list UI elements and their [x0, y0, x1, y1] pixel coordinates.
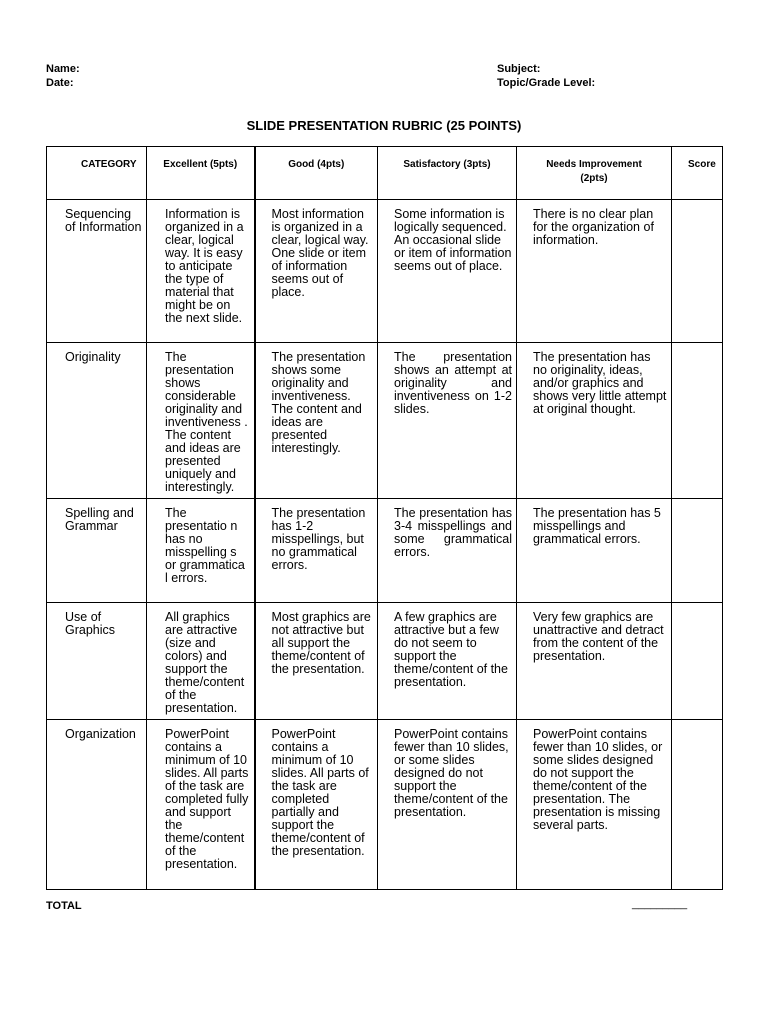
excellent-cell: PowerPoint contains a minimum of 10 slides. All parts of the task are completed fully and support the theme/content of the presentation.: [147, 720, 255, 890]
table-row: [47, 343, 723, 499]
page-title: SLIDE PRESENTATION RUBRIC (25 POINTS): [246, 118, 522, 133]
category-cell: Organization: [47, 720, 147, 890]
column-header-needs-improvement: [517, 147, 672, 200]
needs-improvement-cell: The presentation has 5 misspellings and grammatical errors.: [517, 499, 672, 603]
table-header-row: [47, 147, 723, 200]
good-cell: The presentation shows some originality and inventiveness. The content and ideas are presented interestingly.: [255, 343, 378, 499]
table-row: [47, 200, 723, 343]
category-cell: Use of Graphics: [47, 603, 147, 720]
satisfactory-cell: A few graphics are attractive but a few do not seem to support the theme/content of the presentation.: [378, 603, 517, 720]
score-cell[interactable]: [672, 200, 723, 343]
table-row: [47, 720, 723, 890]
category-cell: Spelling and Grammar: [47, 499, 147, 603]
column-header-score: Score: [672, 147, 723, 200]
column-header-good: Good (4pts): [255, 147, 378, 200]
date-label: Date:: [46, 77, 74, 89]
table-row: [47, 603, 723, 720]
score-cell[interactable]: [672, 603, 723, 720]
good-cell: Most graphics are not attractive but all support the theme/content of the presentation.: [255, 603, 378, 720]
good-cell: The presentation has 1-2 misspellings, but no grammatical errors.: [255, 499, 378, 603]
excellent-cell: Information is organized in a clear, logical way. It is easy to anticipate the type of material that might be on the next slide.: [147, 200, 255, 343]
score-cell[interactable]: [672, 343, 723, 499]
category-cell: Originality: [47, 343, 147, 499]
rubric-table: [46, 146, 723, 890]
satisfactory-cell: The presentation has 3-4 misspellings and some grammatical errors.: [378, 499, 517, 603]
good-cell: PowerPoint contains a minimum of 10 slides. All parts of the task are completed partially and support the theme/content of the presentation.: [255, 720, 378, 890]
needs-improvement-cell: Very few graphics are unattractive and detract from the content of the presentation.: [517, 603, 672, 720]
column-header-category: CATEGORY: [47, 147, 147, 200]
score-cell[interactable]: [672, 720, 723, 890]
good-cell: Most information is organized in a clear, logical way. One slide or item of information seems out of place.: [255, 200, 378, 343]
satisfactory-cell: PowerPoint contains fewer than 10 slides, or some slides designed do not support the theme/content of the presentation.: [378, 720, 517, 890]
excellent-cell: The presentation shows considerable originality and inventiveness . The content and ideas are presented uniquely and interestingly.: [147, 343, 255, 499]
topic-grade-label: Topic/Grade Level:: [497, 77, 596, 89]
total-score-blank[interactable]: _________: [632, 898, 688, 910]
needs-improvement-cell: PowerPoint contains fewer than 10 slides, or some slides designed do not support the theme/content of the presentation. The presentation is missing several parts.: [517, 720, 672, 890]
satisfactory-cell: The presentation shows an attempt at originality and inventiveness on 1-2 slides.: [378, 343, 517, 499]
total-label: TOTAL: [46, 900, 82, 912]
needs-improvement-cell: There is no clear plan for the organization of information.: [517, 200, 672, 343]
excellent-cell: The presentatio n has no misspelling s or grammatica l errors.: [147, 499, 255, 603]
column-header-satisfactory: Satisfactory (3pts): [378, 147, 517, 200]
subject-label: Subject:: [497, 63, 541, 75]
needs-improvement-points: (2pts): [580, 173, 608, 184]
table-row: [47, 499, 723, 603]
category-cell: Sequencing of Information: [47, 200, 147, 343]
name-label: Name:: [46, 63, 80, 75]
needs-improvement-label: Needs Improvement: [546, 159, 642, 170]
needs-improvement-cell: The presentation has no originality, ideas, and/or graphics and shows very little attempt at original thought.: [517, 343, 672, 499]
score-cell[interactable]: [672, 499, 723, 603]
excellent-cell: All graphics are attractive (size and colors) and support the theme/content of the presentation.: [147, 603, 255, 720]
satisfactory-cell: Some information is logically sequenced. An occasional slide or item of information seems out of place.: [378, 200, 517, 343]
column-header-excellent: Excellent (5pts): [147, 147, 255, 200]
